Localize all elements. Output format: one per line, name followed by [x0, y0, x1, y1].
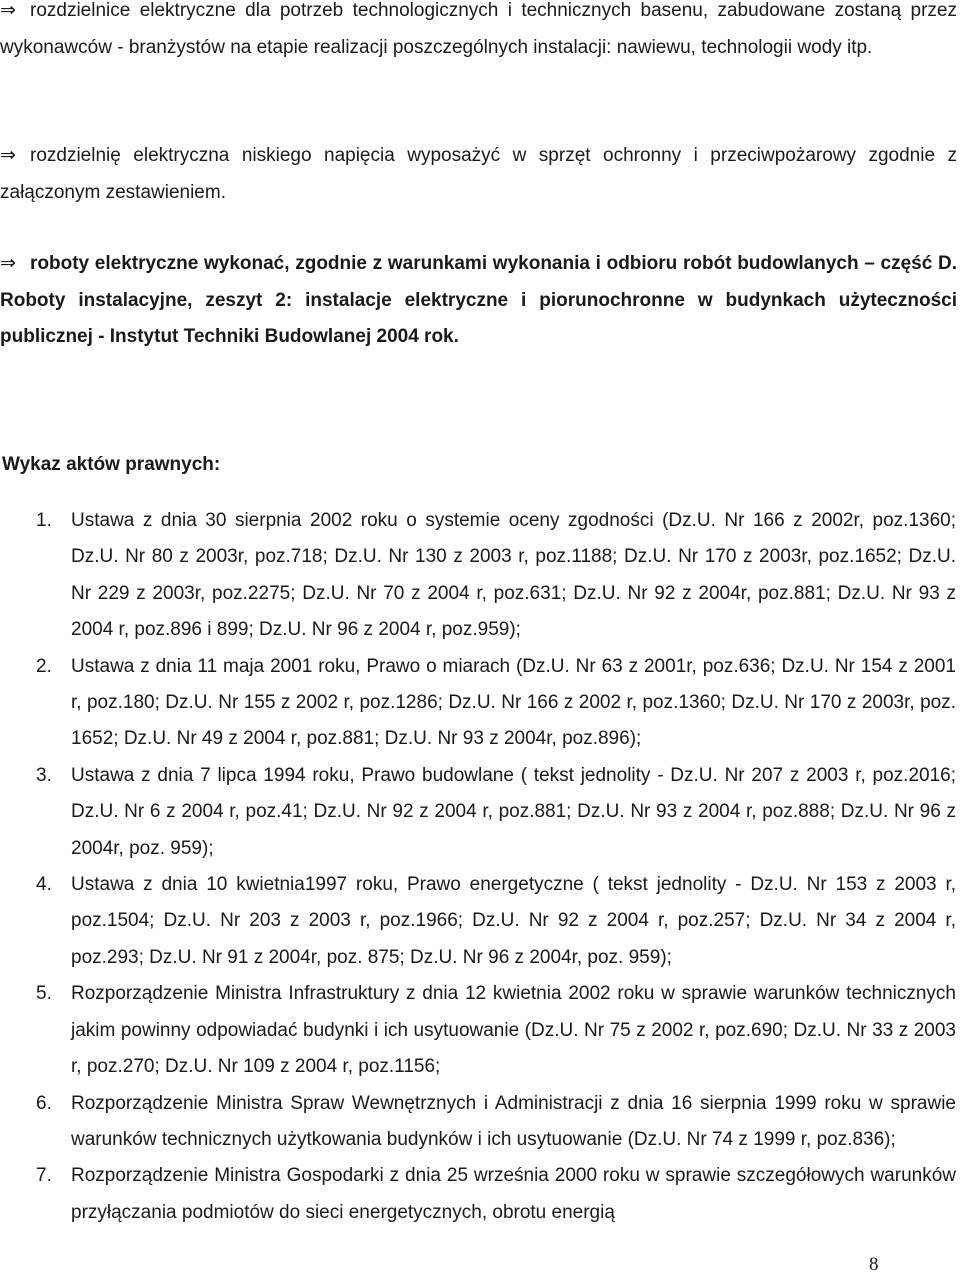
legal-acts-list	[0, 503, 956, 1231]
list-item-number: 7.	[36, 1165, 52, 1187]
list-item	[0, 976, 956, 1085]
list-item-number: 5.	[36, 983, 52, 1005]
list-item	[0, 758, 956, 867]
list-item-text: Rozporządzenie Ministra Infrastruktury z dnia 12 kwietnia 2002 roku w sprawie warunków technicznych jakim powinny odpowiadać budynki i ich usytuowanie (Dz.U. Nr 75 z 2002 r, poz.690; Dz.U. Nr 33 z 2003 r, poz.270; Dz.U. Nr 109 z 2004 r, poz.1156;	[71, 983, 956, 1078]
list-item	[0, 503, 956, 649]
list-item	[0, 649, 956, 758]
page-number: 8	[869, 1254, 879, 1275]
arrow-icon: ⇒	[0, 252, 16, 274]
section-heading: Wykaz aktów prawnych:	[2, 454, 221, 475]
bullet-item	[0, 245, 957, 356]
list-item-number: 2.	[36, 655, 52, 677]
list-item-number: 3.	[36, 764, 52, 786]
bullet-text: rozdzielnię elektryczna niskiego napięcia wyposażyć w sprzęt ochronny i przeciwpożarowy zgodnie z załączonym zestawieniem.	[0, 145, 957, 203]
list-item	[0, 867, 956, 976]
list-item-text: Ustawa z dnia 10 kwietnia1997 roku, Prawo energetyczne ( tekst jednolity - Dz.U. Nr 153 z 2003 r, poz.1504; Dz.U. Nr 203 z 2003 r, poz.1966; Dz.U. Nr 92 z 2004 r, poz.257; Dz.U. Nr 34 z 2004 r, poz.293; Dz.U. Nr 91 z 2004r, poz. 875; Dz.U. Nr 96 z 2004r, poz. 959);	[71, 874, 956, 968]
list-item-number: 1.	[36, 510, 52, 531]
list-item-text: Rozporządzenie Ministra Gospodarki z dnia 25 września 2000 roku w sprawie szczegółowych warunków przyłączania podmiotów do sieci energetycznych, obrotu energią	[71, 1165, 956, 1223]
list-item	[0, 1158, 956, 1231]
bullet-text: rozdzielnice elektryczne dla potrzeb technologicznych i technicznych basenu, zabudowane zostaną przez wykonawców - branżystów na etapie realizacji poszczególnych instalacji: nawiewu, technologii wody itp.	[0, 0, 957, 58]
bullet-text: roboty elektryczne wykonać, zgodnie z warunkami wykonania i odbioru robót budowlanych – część D. Roboty instalacyjne, zeszyt 2: instalacje elektryczne i piorunochronne w budynkach użyteczności publicznej - Instytut Techniki Budowlanej 2004 rok.	[0, 253, 957, 347]
list-item-text: Ustawa z dnia 30 sierpnia 2002 roku o systemie oceny zgodności (Dz.U. Nr 166 z 2002r, poz.1360; Dz.U. Nr 80 z 2003r, poz.718; Dz.U. Nr 130 z 2003 r, poz.1188; Dz.U. Nr 170 z 2003r, poz.1652; Dz.U. Nr 229 z 2003r, poz.2275; Dz.U. Nr 70 z 2004 r, poz.631; Dz.U. Nr 92 z 2004r, poz.881; Dz.U. Nr 93 z 2004 r, poz.896 i 899; Dz.U. Nr 96 z 2004 r, poz.959);	[71, 510, 956, 641]
list-item-text: Ustawa z dnia 11 maja 2001 roku, Prawo o miarach (Dz.U. Nr 63 z 2001r, poz.636; Dz.U. Nr 154 z 2001 r, poz.180; Dz.U. Nr 155 z 2002 r, poz.1286; Dz.U. Nr 166 z 2002 r, poz.1360; Dz.U. Nr 170 z 2003r, poz. 1652; Dz.U. Nr 49 z 2004 r, poz.881; Dz.U. Nr 93 z 2004r, poz.896);	[71, 655, 956, 750]
list-item-text: Rozporządzenie Ministra Spraw Wewnętrznych i Administracji z dnia 16 sierpnia 1999 roku w sprawie warunków technicznych użytkowania budynków i ich usytuowanie (Dz.U. Nr 74 z 1999 r, poz.836);	[71, 1092, 956, 1150]
list-item	[0, 1086, 956, 1159]
list-item-text: Ustawa z dnia 7 lipca 1994 roku, Prawo budowlane ( tekst jednolity - Dz.U. Nr 207 z 2003 r, poz.2016; Dz.U. Nr 6 z 2004 r, poz.41; Dz.U. Nr 92 z 2004 r, poz.881; Dz.U. Nr 93 z 2004 r, poz.888; Dz.U. Nr 96 z 2004r, poz. 959);	[71, 764, 956, 859]
arrow-icon: ⇒	[0, 0, 16, 21]
bullet-item	[0, 0, 957, 66]
list-item-number: 6.	[36, 1092, 52, 1114]
list-item-number: 4.	[36, 874, 52, 896]
bullet-item	[0, 137, 957, 211]
arrow-icon: ⇒	[0, 144, 16, 166]
